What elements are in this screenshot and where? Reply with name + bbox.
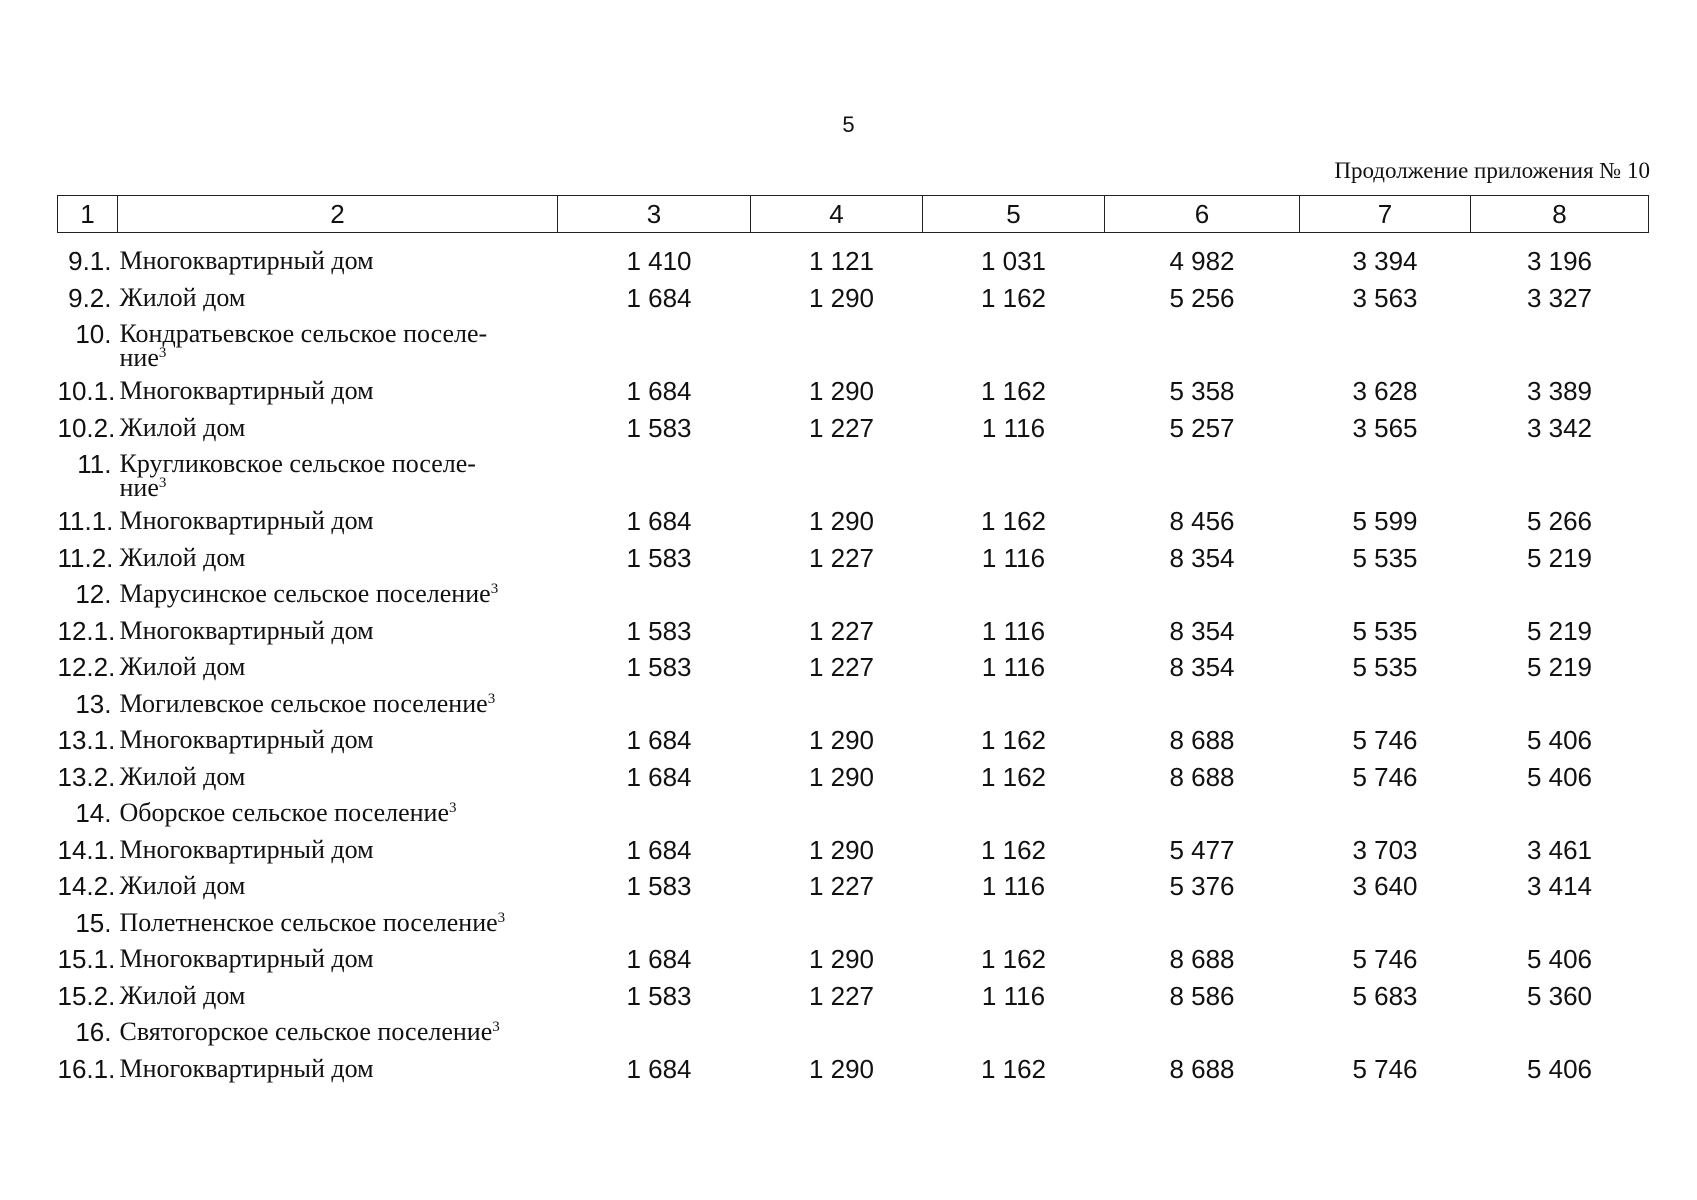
value-col-3: 1 583 [626,980,692,1011]
value-col-3: 1 583 [626,652,692,682]
settlement-name [118,576,1649,613]
value-col-3: 1 684 [626,761,692,792]
row-number: 14.2. [57,871,116,901]
row-number: 11.1. [57,506,114,536]
value-col-6: 5 257 [1169,412,1235,443]
value-col-8: 3 342 [1526,412,1593,443]
settlement-name-wrapped [120,446,1649,500]
value-col-3: 1 410 [626,246,692,276]
settlement-name [118,316,1649,373]
value-col-4: 1 227 [808,871,875,901]
value-col-4: 1 290 [808,506,875,536]
value-col-4: 1 121 [808,246,875,276]
tariff-table [57,195,1649,1087]
value-col-4: 1 290 [808,376,875,406]
value-col-6: 5 376 [1169,871,1235,901]
value-col-4: 1 290 [808,282,875,313]
settlement-name-line1: Кругликовское сельское поселе- [119,449,476,478]
settlement-name [118,905,1649,942]
table-row [58,503,1649,540]
value-col-3: 1 583 [626,615,692,646]
value-col-7: 3 394 [1352,246,1418,276]
value-col-6: 5 256 [1169,282,1235,313]
value-col-7: 3 703 [1352,834,1418,865]
building-type: Многоквартирный дом [119,944,374,973]
value-col-4: 1 290 [808,725,875,755]
table-row [58,868,1649,905]
value-col-4: 1 227 [808,615,875,646]
column-header: 4 [751,196,923,233]
settlement-group-row [58,686,1649,723]
row-number: 10.2. [57,412,116,443]
value-col-4: 1 290 [808,944,875,974]
value-col-6: 8 688 [1169,725,1235,755]
settlement-name-text: Святогорское сельское поселение [119,1017,493,1046]
value-col-3: 1 583 [626,542,692,573]
footnote-mark: 3 [497,909,506,926]
value-col-8: 5 219 [1526,652,1593,682]
building-type: Многоквартирный дом [119,615,374,645]
value-col-4: 1 290 [808,761,875,792]
row-number: 11.2. [57,542,114,573]
table-row [58,759,1649,796]
value-col-7: 3 628 [1352,376,1418,406]
value-col-7: 5 746 [1352,944,1418,974]
row-number: 13. [75,688,112,719]
settlement-name [118,446,1649,503]
value-col-4: 1 227 [808,652,875,682]
value-col-6: 8 354 [1169,615,1235,646]
settlement-name-line1: Кондратьевское сельское поселе- [119,319,488,348]
building-type: Многоквартирный дом [119,246,374,275]
value-col-7: 3 640 [1352,871,1418,901]
value-col-7: 5 746 [1352,725,1418,755]
table-row [58,941,1649,978]
value-col-6: 8 688 [1169,944,1235,974]
value-col-7: 3 565 [1352,412,1418,443]
value-col-7: 5 599 [1352,506,1418,536]
row-number: 10. [75,319,112,349]
row-number: 15.2. [57,980,116,1011]
value-col-6: 5 477 [1169,834,1235,865]
footnote-mark: 3 [158,475,167,491]
value-col-5: 1 116 [981,652,1046,682]
value-col-8: 5 406 [1526,725,1593,755]
settlement-group-row [58,905,1649,942]
building-type: Многоквартирный дом [119,506,374,535]
column-header: 5 [923,196,1105,233]
value-col-6: 8 688 [1169,1053,1235,1084]
footnote-mark: 3 [487,690,496,707]
value-col-5: 1 116 [981,412,1046,443]
page-number: 5 [842,112,855,137]
value-col-3: 1 684 [626,944,692,974]
value-col-3: 1 684 [626,1053,692,1084]
column-header: 6 [1105,196,1300,233]
value-col-6: 8 586 [1169,980,1235,1011]
table-row [58,832,1649,869]
row-number: 14.1. [57,834,116,865]
footnote-mark: 3 [158,345,167,361]
value-col-7: 5 683 [1352,980,1418,1011]
column-header: 2 [118,196,558,233]
value-col-7: 3 563 [1352,282,1418,313]
value-col-8: 5 219 [1526,615,1593,646]
row-number: 9.2. [68,282,112,313]
value-col-7: 5 746 [1352,1053,1418,1084]
row-number: 12.2. [57,652,116,682]
value-col-4: 1 290 [808,1053,875,1084]
settlement-group-row [58,795,1649,832]
value-col-5: 1 116 [981,980,1046,1011]
value-col-5: 1 116 [981,871,1046,901]
value-col-8: 3 196 [1526,246,1593,276]
value-col-6: 8 456 [1169,506,1235,536]
building-type: Жилой дом [119,980,246,1010]
value-col-8: 3 389 [1526,376,1593,406]
value-col-4: 1 227 [808,412,875,443]
value-col-5: 1 162 [980,725,1047,755]
row-number: 13.1. [57,725,116,755]
settlement-name-text: Оборское сельское поселение [119,798,449,827]
settlement-group-row [58,1014,1649,1051]
settlement-name-text: Могилевское сельское поселение [119,688,488,718]
row-number: 12.1. [57,615,116,646]
row-number: 10.1. [57,376,116,406]
column-header: 7 [1300,196,1471,233]
value-col-3: 1 684 [626,376,692,406]
footnote-mark: 3 [492,1019,500,1035]
building-type: Жилой дом [119,871,246,900]
building-type: Жилой дом [119,282,246,312]
value-col-8: 5 266 [1526,506,1593,536]
table-row [58,540,1649,577]
value-col-3: 1 583 [626,412,692,443]
value-col-6: 8 688 [1169,761,1235,792]
footnote-mark: 3 [490,581,499,597]
building-type: Жилой дом [119,542,246,572]
building-type: Многоквартирный дом [119,376,374,405]
table-row [58,280,1649,317]
value-col-8: 5 360 [1526,980,1593,1011]
value-col-3: 1 684 [626,834,692,865]
appendix-continuation-note: Продолжение приложения № 10 [1334,158,1650,183]
settlement-name-line2: ние [119,343,159,372]
value-col-3: 1 684 [626,282,692,313]
settlement-name-text: Полетненское сельское поселение [119,907,498,937]
settlement-name [118,686,1649,723]
value-col-7: 5 535 [1352,542,1418,573]
value-col-3: 1 583 [626,871,692,901]
value-col-8: 5 406 [1526,1053,1593,1084]
column-number-header-row [58,196,1649,233]
value-col-6: 5 358 [1169,376,1235,406]
value-col-5: 1 162 [980,761,1047,792]
building-type: Многоквартирный дом [119,1053,374,1083]
table-row [58,243,1649,280]
column-header: 8 [1471,196,1649,233]
row-number: 13.2. [57,761,116,792]
table-row [58,722,1649,759]
column-header: 3 [558,196,751,233]
row-number: 12. [75,579,112,609]
table-row [58,410,1649,447]
building-type: Жилой дом [119,761,246,791]
table-row [58,649,1649,686]
settlement-name [118,1014,1649,1051]
row-number: 9.1. [68,246,112,276]
value-col-5: 1 162 [980,944,1047,974]
value-col-4: 1 227 [808,980,875,1011]
table-row [58,1051,1649,1088]
value-col-8: 3 327 [1526,282,1593,313]
settlement-group-row [58,446,1649,503]
row-number: 15.1. [57,944,116,974]
value-col-8: 3 414 [1526,871,1593,901]
table-row [58,373,1649,410]
row-number: 16. [75,1017,112,1047]
table-row [58,978,1649,1015]
footnote-mark: 3 [449,800,457,816]
value-col-5: 1 162 [980,282,1047,313]
value-col-5: 1 162 [980,506,1047,536]
column-header: 1 [58,196,118,233]
settlement-name [118,795,1649,832]
value-col-5: 1 162 [980,1053,1047,1084]
value-col-3: 1 684 [626,506,692,536]
building-type: Многоквартирный дом [119,834,374,864]
value-col-4: 1 290 [808,834,875,865]
settlement-name-text: Марусинское сельское поселение [119,579,491,608]
building-type: Многоквартирный дом [119,725,374,754]
value-col-8: 3 461 [1526,834,1593,865]
value-col-8: 5 219 [1526,542,1593,573]
settlement-group-row [58,316,1649,373]
value-col-8: 5 406 [1526,761,1593,792]
table-row [58,613,1649,650]
row-number: 14. [75,798,112,828]
row-number: 15. [75,907,112,938]
settlement-group-row [58,576,1649,613]
value-col-5: 1 162 [980,834,1047,865]
value-col-7: 5 535 [1352,652,1418,682]
row-number: 16.1. [57,1053,116,1084]
settlement-name-wrapped [120,316,1649,370]
row-number: 11. [77,449,112,479]
value-col-4: 1 227 [808,542,875,573]
building-type: Жилой дом [119,412,246,442]
building-type: Жилой дом [119,652,246,681]
value-col-5: 1 162 [980,376,1047,406]
value-col-8: 5 406 [1526,944,1593,974]
value-col-6: 8 354 [1169,542,1235,573]
value-col-6: 4 982 [1169,246,1235,276]
settlement-name-line2: ние [119,473,159,502]
value-col-7: 5 746 [1352,761,1418,792]
value-col-3: 1 684 [626,725,692,755]
value-col-6: 8 354 [1169,652,1235,682]
value-col-5: 1 116 [981,542,1046,573]
value-col-7: 5 535 [1352,615,1418,646]
table-body [58,233,1649,1088]
value-col-5: 1 116 [981,615,1046,646]
value-col-5: 1 031 [980,246,1047,276]
